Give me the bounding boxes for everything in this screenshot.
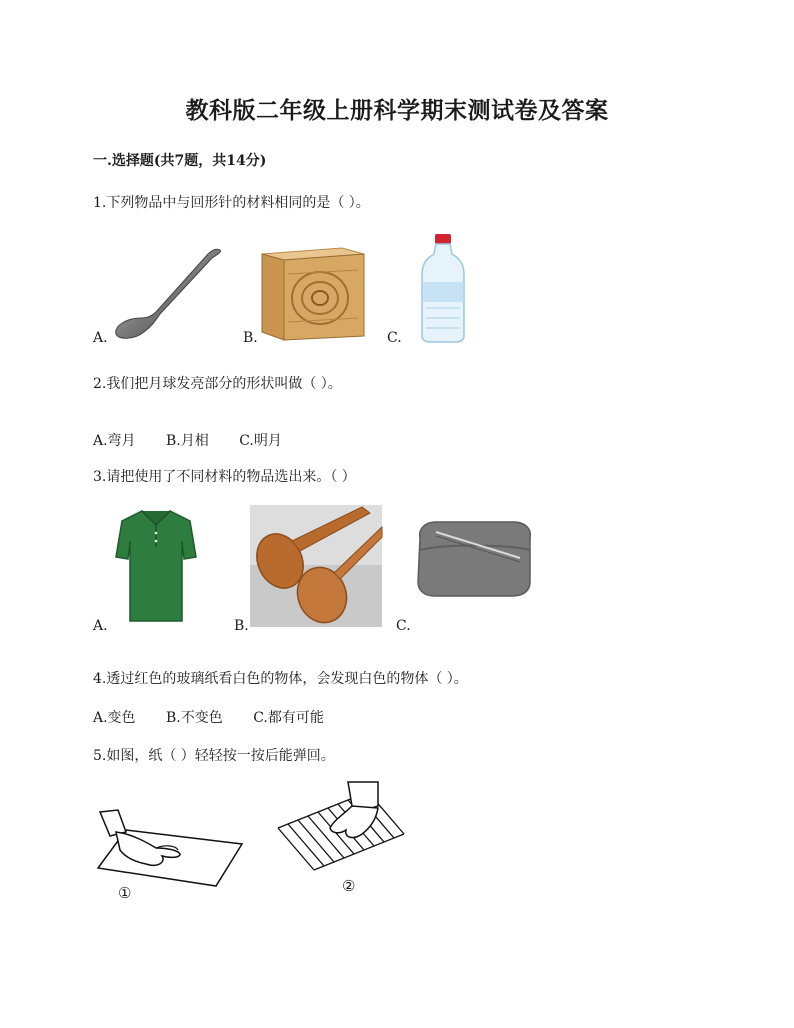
q4-option-c[interactable]: C.都有可能 xyxy=(253,710,324,726)
wood-cube-icon xyxy=(258,244,368,342)
page-title: 教科版二年级上册科学期末测试卷及答案 xyxy=(185,97,609,124)
question-3-text: 3.请把使用了不同材料的物品选出来。（ ） xyxy=(93,469,356,485)
polo-shirt-icon xyxy=(114,507,198,625)
q2-option-a[interactable]: A.弯月 xyxy=(93,433,136,449)
spoon-icon xyxy=(112,246,224,342)
q3-option-c[interactable]: C. xyxy=(396,618,411,634)
towel-icon xyxy=(414,516,534,600)
question-4-text: 4.透过红色的玻璃纸看白色的物体，会发现白色的物体（ ）。 xyxy=(93,671,468,687)
question-1-text: 1.下列物品中与回形针的材料相同的是（ ）。 xyxy=(93,195,370,211)
q2-options xyxy=(93,430,308,450)
figure-1-label: ① xyxy=(118,884,132,902)
question-2-text: 2.我们把月球发亮部分的形状叫做（ ）。 xyxy=(93,376,342,392)
folded-paper-hand-icon xyxy=(274,778,414,878)
figure-2-label: ② xyxy=(342,877,356,895)
section-heading: 一.选择题(共7题，共14分) xyxy=(93,153,267,169)
wooden-spoons-icon xyxy=(250,505,382,627)
q3-option-b[interactable]: B. xyxy=(234,618,249,634)
water-bottle-icon xyxy=(418,232,468,344)
q4-options xyxy=(93,707,350,727)
q1-option-b[interactable]: B. xyxy=(243,330,258,346)
q2-option-b[interactable]: B.月相 xyxy=(166,433,209,449)
q3-option-a[interactable]: A. xyxy=(93,618,108,634)
q1-option-c[interactable]: C. xyxy=(387,330,402,346)
question-5-text: 5.如图，纸（ ）轻轻按一按后能弹回。 xyxy=(93,748,335,764)
q4-option-a[interactable]: A.变色 xyxy=(93,710,136,726)
flat-paper-hand-icon xyxy=(96,808,246,890)
q4-option-b[interactable]: B.不变色 xyxy=(166,710,223,726)
q2-option-c[interactable]: C.明月 xyxy=(239,433,282,449)
q1-option-a[interactable]: A. xyxy=(93,330,108,346)
